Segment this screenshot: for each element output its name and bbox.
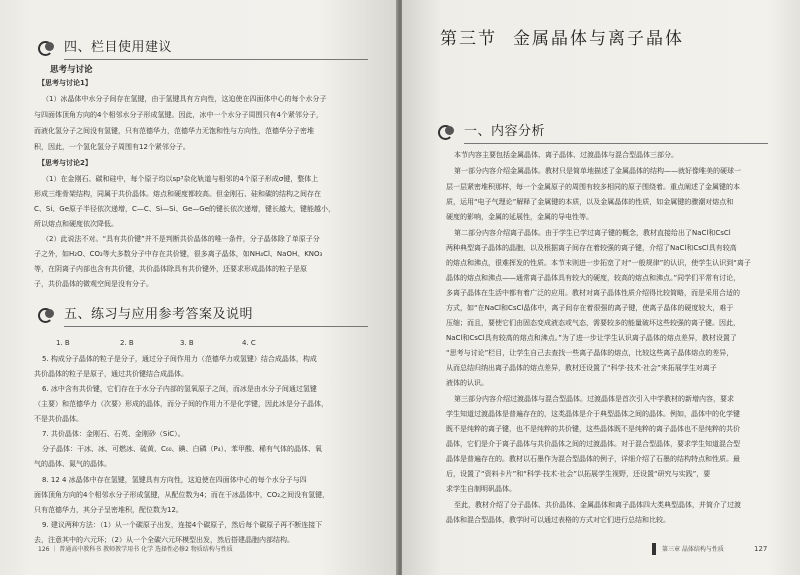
topic2-label: 【思考与讨论2】: [38, 159, 92, 167]
p3-line: 面体顶角方向的4个相邻水分子形成氢键，从配位数为4；而在干冰晶体中，CO₂之间没有氢键，: [34, 491, 330, 499]
heading-text: 四、栏目使用建议: [64, 40, 173, 55]
heading-text: 五、练习与应用参考答案及说明: [64, 307, 254, 322]
body-line: 的熔点和沸点，很难挥发的性质。本节末则进一步拓宽了对“一般规律”的认识，使学生认识到“离子: [446, 259, 751, 267]
body-line: 层一层紧密堆积那样，每一个金属原子的周围有较多相同的原子围绕着。重点阐述了金属键的本: [446, 183, 740, 191]
right-page: [402, 0, 800, 575]
section-heading-usage: [38, 36, 368, 55]
p1-line: 而液化氢分子之间没有氢键，只有范德华力，范德华力无饱和性与方向性，范德华分子密堆: [34, 127, 314, 135]
body-line: 压缩；而且，要使它们由固态变成液态或气态，需要较多的能量破坏这些较强的离子键。因此，: [446, 319, 740, 327]
body-line: 方式，如“在NaCl和CsCl晶体中，离子间存在着很强的离子键，使离子晶体的硬度较大，难于: [446, 304, 734, 312]
right-footer-chapter: 第三章 晶体结构与性质: [662, 546, 724, 553]
p3-line: 去，注意其中的六元环；（2）从一个全碳六元环模型出发，然后搭建晶胞内部结构。: [34, 536, 294, 544]
body-line: “思考与讨论”栏目，让学生自己去查找一些离子晶体的熔点，比较这些离子晶体熔点的差异，: [446, 349, 734, 357]
body-line: 既不是纯粹的离子键，也不是纯粹的共价键，这些晶体既不是纯粹的离子晶体也不是纯粹的共价: [446, 425, 740, 433]
p3-line: 共价晶体的粒子是原子，通过共价键结合成晶体。: [34, 370, 188, 378]
body-line: 后，设置了“资料卡片”和“科学·技术·社会”以拓展学生视野，还设置“研究与实践”，要: [446, 470, 711, 478]
answer-1: 1. B: [56, 339, 70, 347]
left-page: [0, 0, 398, 575]
answer-4: 4. C: [242, 339, 256, 347]
heading-rule: [64, 59, 368, 60]
answer-2: 2. B: [120, 339, 134, 347]
p2-line: C、Si、Ge原子半径依次递增，C—C、Si—Si、Ge—Ge的键长依次递增，键长越大，键能越小，: [34, 205, 336, 213]
subheading-think-discuss: 思考与讨论: [50, 65, 93, 75]
p3-line: 分子晶体：干冰、冰、可燃冰、硫黄、C₆₀、碘、白磷（P₄）、苯甲酸、稀有气体的晶体、氧: [42, 445, 323, 453]
body-line: 本节内容主要包括金属晶体、离子晶体、过渡晶体与混合型晶体三部分。: [454, 151, 678, 159]
body-line: 学生知道过渡晶体是普遍存在的，这类晶体是介于典型晶体之间的晶体。例如，晶体中的化学键: [446, 410, 740, 418]
body-line: 晶体和混合型晶体，教学时可以通过表格的方式对它们进行总结和比较。: [446, 516, 670, 524]
section-logo-icon: [38, 39, 58, 53]
answer-3: 3. B: [180, 339, 194, 347]
heading-text: 一、内容分析: [464, 124, 546, 139]
p3-line: 只有范德华力，其分子呈密堆积，配位数为12。: [34, 506, 183, 514]
p2-line: 子，共价晶体的微观空间是没有分子。: [34, 280, 153, 288]
section-name: 金属晶体与离子晶体: [513, 29, 684, 49]
section-heading-analysis: [438, 120, 768, 139]
p2-line: 等，在阴离子内部也含有共价键，共价晶体除具有共价键外，还要求形成晶体的粒子是原: [34, 265, 307, 273]
p3-line: 不是共价晶体。: [34, 415, 83, 423]
p1-line: 积，因此，一个氢化氢分子周围有12个紧邻分子。: [34, 143, 190, 151]
heading-rule: [464, 143, 768, 144]
chapter-title: [440, 24, 684, 49]
section-number: 第三节: [440, 29, 497, 49]
p2-line: 子之外，如H₂O、CO₂等大多数分子中存在共价键，很多离子晶体，如NH₄Cl、NaOH、KNO₃: [34, 250, 323, 258]
heading-rule: [64, 326, 368, 327]
right-footer-page: 127: [754, 545, 768, 553]
p3-line: （主要）和范德华力（次要）形成的晶体，而分子间的作用力不是化学键，因此冰是分子晶体，: [34, 400, 328, 408]
body-line: 多离子晶体在生活中都有着广泛的应用。教材对离子晶体性质介绍得比较简略，而是采用合适的: [446, 289, 740, 297]
p3-line: 7. 共价晶体：金刚石、石英、金刚砂（SiC）。: [42, 430, 185, 438]
body-line: 至此，教材介绍了分子晶体、共价晶体、金属晶体和离子晶体四大类典型晶体，并简介了过渡: [454, 501, 741, 509]
footer-marker: [652, 543, 656, 555]
left-footer: 126 ｜ 普通高中教科书 教师教学用书 化学 选择性必修2 物质结构与性质: [38, 546, 233, 553]
p1-line: （1）冰晶体中水分子间存在氢键，由于氢键具有方向性，这迫使在四面体中心的每个水分子: [42, 95, 327, 103]
p3-line: 8. 12 4 冰晶体中存在氢键，氢键具有方向性，这迫使在四面体中心的每个水分子与四: [42, 476, 307, 484]
body-line: 晶体是普遍存在的。教材以石墨作为混合型晶体的例子，详细介绍了石墨的结构特点和性质。最: [446, 455, 740, 463]
topic1-label: 【思考与讨论1】: [38, 79, 92, 87]
body-line: 质，运用“电子气理论”解释了金属键的本质，以及金属晶体的性质，如金属键的骤潮对熔点和: [446, 198, 734, 206]
body-line: 从而总结归纳出离子晶体的熔点差异，教材还设置了“科学·技术·社会”来拓展学生对离子: [446, 364, 717, 372]
p2-line: 形成三维骨架结构，同属于共价晶体。熔点和硬度都较高。但金刚石、硅和碳的结构之间存在: [34, 190, 321, 198]
p3-line: 9. 建议两种方法：（1）从一个碳原子出发，连接4个碳原子，然后每个碳原子再不断连接下: [42, 521, 323, 529]
body-line: 晶体，它们是介于离子晶体与共价晶体之间的过渡晶体。对于混合型晶体，要求学生知道混合型: [446, 440, 740, 448]
section-heading-answers: [38, 303, 368, 322]
p2-line: （1）在金刚石、碳和硅中，每个原子均以sp³杂化轨道与相邻的4个原子形成σ键，整体上: [42, 175, 319, 183]
section-logo-icon: [438, 123, 458, 137]
body-line: 液体的认识。: [446, 379, 488, 387]
p2-line: 所以熔点和硬度依次降低。: [34, 220, 118, 228]
body-line: 求学生自制明矾晶体。: [446, 485, 516, 493]
body-line: 第二部分内容介绍离子晶体。由于学生已学过离子键的概念，教材直接给出了NaCl和CsCl: [454, 229, 731, 237]
p1-line: 与四面体顶角方向的4个相邻水分子形成氢键。因此，冰中一个水分子周围只有4个紧邻分子，: [34, 111, 323, 119]
body-line: 硬度的影响，金属的延展性，金属的导电性等。: [446, 213, 593, 221]
p3-line: 6. 冰中含有共价键，它们存在于水分子内部的氢氧原子之间，而冰是由水分子间通过氢键: [42, 385, 317, 393]
p3-line: 5. 构成分子晶体的粒子是分子，通过分子间作用力（范德华力或氢键）结合成晶体，构成: [42, 355, 317, 363]
body-line: NaCl和CsCl具有较高的熔点和沸点。”为了进一步让学生认识离子晶体的熔点差异，教材设置了: [446, 334, 737, 342]
p3-line: 气的晶体、氮气的晶体。: [34, 460, 111, 468]
body-line: 第三部分内容介绍过渡晶体与混合型晶体。过渡晶体是首次引入中学教材的新增内容，要求: [454, 395, 734, 403]
body-line: 两种典型离子晶体的晶胞，以及根据离子间存在着较强的离子键，介绍了NaCl和CsCl具有较高: [446, 244, 737, 252]
body-line: 晶体的熔点和沸点——通常离子晶体具有较大的硬度，较高的熔点和沸点。”同学们平常有讨论，: [446, 274, 741, 282]
body-line: 第一部分内容介绍金属晶体。教材只是简单地描述了金属晶体的结构——就好像唯美的硬球一: [454, 167, 741, 175]
p2-line: （2）此说法不对。“具有共价键”并不是判断共价晶体的唯一条件，分子晶体除了单原子分: [42, 235, 320, 243]
section-logo-icon: [38, 306, 58, 320]
